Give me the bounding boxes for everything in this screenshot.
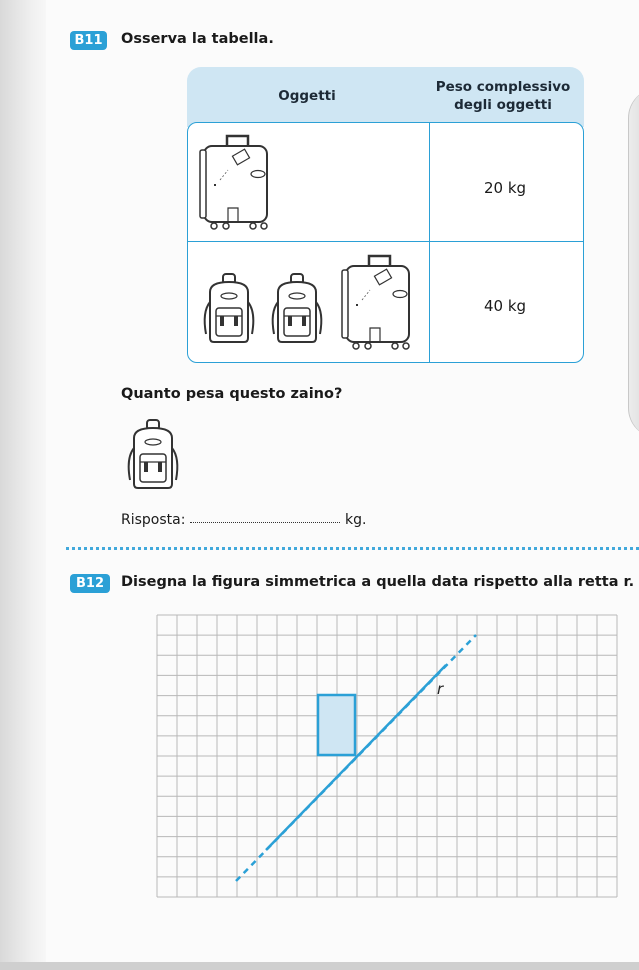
suitcase-icon xyxy=(198,130,278,232)
header-oggetti: Oggetti xyxy=(278,88,336,104)
column-divider xyxy=(429,123,430,362)
backpack-icon xyxy=(200,272,262,344)
backpack-icon xyxy=(268,272,330,344)
drawing-grid[interactable] xyxy=(157,615,617,897)
b12-instruction: Disegna la figura simmetrica a quella data rispetto alla retta r. xyxy=(121,574,635,590)
suitcase-icon xyxy=(340,250,420,352)
header-peso-line2: degli oggetti xyxy=(454,97,552,113)
answer-label: Risposta: xyxy=(121,512,186,528)
answer-unit: kg. xyxy=(345,512,367,528)
row2-weight: 40 kg xyxy=(484,297,527,315)
b11-question: Quanto pesa questo zaino? xyxy=(121,386,343,402)
given-rectangle xyxy=(318,695,355,755)
row1-weight: 20 kg xyxy=(484,179,527,197)
row-divider xyxy=(188,241,583,242)
page-curl-edge xyxy=(628,88,639,438)
exercise-badge-b12: B12 xyxy=(70,574,110,593)
grid-lines xyxy=(157,615,617,897)
section-separator xyxy=(66,547,639,550)
backpack-icon xyxy=(124,418,186,490)
symmetry-axis-r xyxy=(266,665,446,850)
b11-instruction: Osserva la tabella. xyxy=(121,31,274,47)
header-peso-line1: Peso complessivo xyxy=(435,79,571,95)
page-gutter-shadow xyxy=(0,0,46,970)
page-bottom-edge xyxy=(0,962,639,970)
answer-input-line[interactable] xyxy=(190,522,340,523)
axis-label-r: r xyxy=(437,680,444,698)
exercise-badge-b11: B11 xyxy=(70,31,107,50)
